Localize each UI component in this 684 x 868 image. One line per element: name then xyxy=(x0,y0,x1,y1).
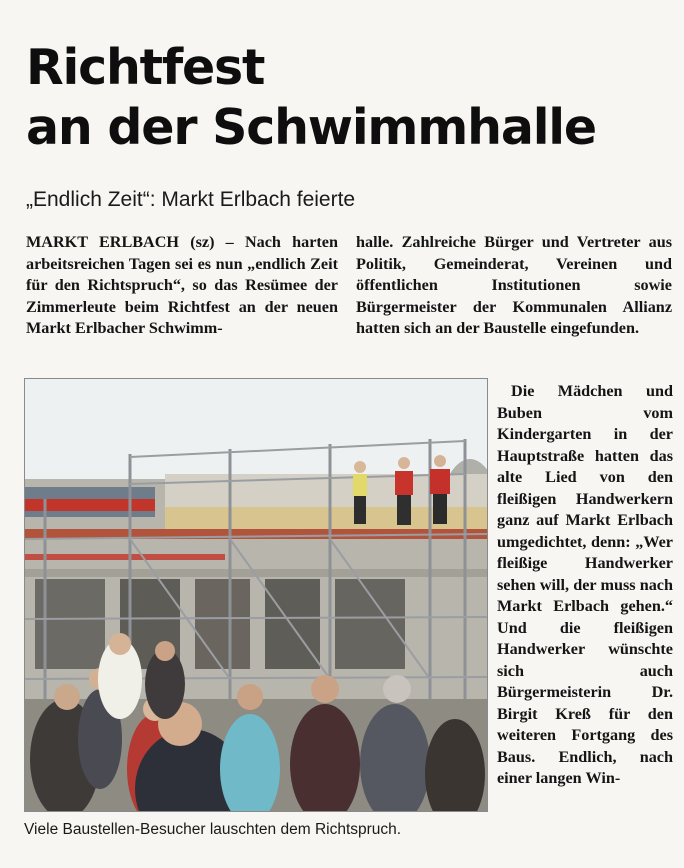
column-1-text xyxy=(26,232,338,340)
subtitle: „Endlich Zeit“: Markt Erlbach feierte xyxy=(26,188,356,211)
headline-line-2: an der Schwimmhalle xyxy=(26,99,596,156)
photo-caption: Viele Baustellen-Besucher lauschten dem Richtspruch. xyxy=(24,821,402,838)
construction-site-photo xyxy=(25,379,487,811)
article-column-1 xyxy=(26,232,338,340)
article-photo xyxy=(24,378,488,812)
headline xyxy=(26,38,596,158)
column-2-body: halle. Zahlreiche Bürger und Vertreter aus Politik, Gemeinderat, Vereinen und öffentlichen Institutionen sowie Bürgermeister der Kommunalen Allianz hatten sich an der Baustelle eingefunden. xyxy=(356,233,672,337)
article-column-3 xyxy=(497,381,673,790)
headline-line-1: Richtfest xyxy=(26,39,265,96)
dateline: MARKT ERLBACH (sz) – xyxy=(26,233,234,251)
article-column-2 xyxy=(356,232,672,340)
column-3-body: Die Mädchen und Buben vom Kindergarten in der Hauptstraße hatten das alte Lied von den fleißigen Handwerkern ganz auf Markt Erlbach umgedichtet, denn: „Wer fleißige Handwerker sehen will, der muss nach Markt Erlbach gehen.“ Und die fleißigen Handwerker wünschte sich auch Bürgermeisterin Dr. Birgit Kreß für den weiteren Fortgang des Baus. Endlich, nach einer langen Win- xyxy=(497,382,673,787)
column-1-body: Nach harten arbeitsreichen Tagen sei es nun „endlich Zeit für den Richtspruch“, so das Resümee der Zimmerleute beim Richtfest an der neuen Markt Erlbacher Schwimm- xyxy=(26,233,338,337)
